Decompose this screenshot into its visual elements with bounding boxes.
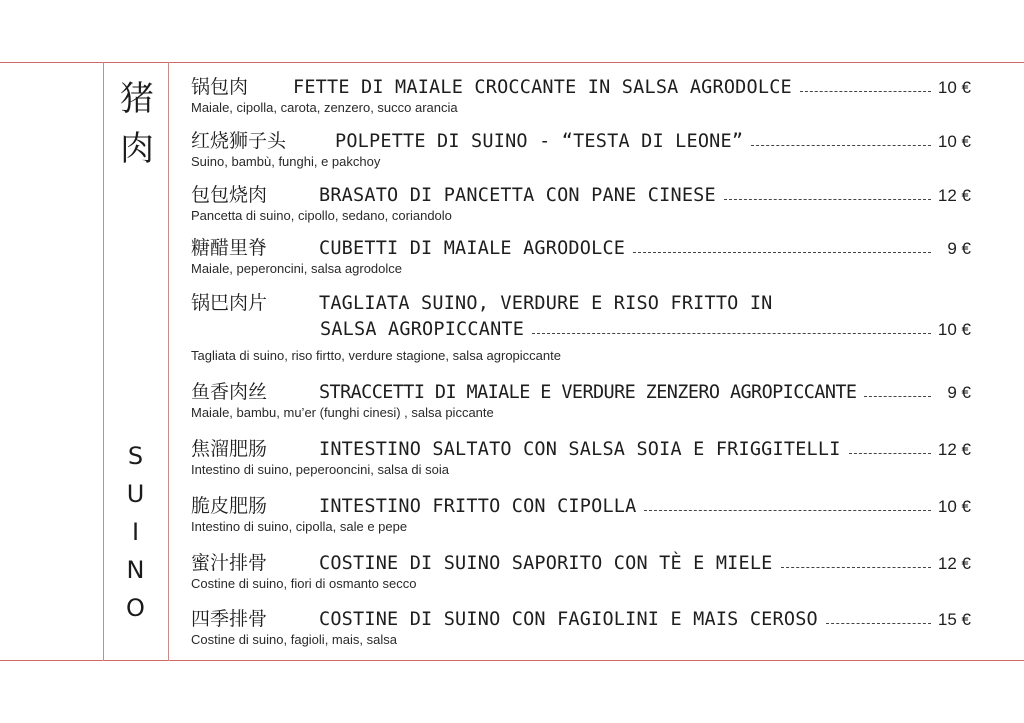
- dotted-leader: [864, 396, 931, 397]
- dish-description: Tagliata di suino, riso firtto, verdure stagione, salsa agropiccante: [191, 348, 561, 363]
- dish-description: Maiale, bambu, mu’er (funghi cinesi) , salsa piccante: [191, 405, 494, 420]
- dish-name-italian: BRASATO DI PANCETTA CON PANE CINESE: [319, 185, 716, 206]
- dish-name-italian: INTESTINO SALTATO CON SALSA SOIA E FRIGGITELLI: [319, 439, 841, 460]
- menu-item-row: [191, 288, 971, 315]
- menu-item: [191, 604, 971, 647]
- top-rule: [0, 62, 1024, 63]
- dish-name-chinese: 四季排骨: [191, 608, 268, 630]
- dotted-leader: [532, 333, 931, 334]
- dish-name-italian: FETTE DI MAIALE CROCCANTE IN SALSA AGRODOLCE: [293, 77, 792, 98]
- dish-name-italian: INTESTINO FRITTO CON CIPOLLA: [319, 496, 637, 517]
- dish-name-italian: CUBETTI DI MAIALE AGRODOLCE: [319, 238, 626, 259]
- dish-price: 10 €: [937, 132, 971, 151]
- section-title-chinese: 猪 肉: [120, 79, 154, 169]
- menu-item-row: [191, 491, 971, 518]
- dish-price: 12 €: [937, 554, 971, 573]
- dish-description: Costine di suino, fiori di osmanto secco: [191, 576, 417, 591]
- dish-name-italian: STRACCETTI DI MAIALE E VERDURE ZENZERO AGROPICCANTE: [319, 382, 857, 403]
- menu-item: [191, 288, 971, 363]
- dish-description: Costine di suino, fagioli, mais, salsa: [191, 632, 397, 647]
- dish-name-italian: POLPETTE DI SUINO - “TESTA DI LEONE”: [335, 131, 744, 152]
- dish-description: Intestino di suino, peperooncini, salsa di soia: [191, 462, 449, 477]
- menu-item: [191, 180, 971, 223]
- dish-price: 9 €: [947, 383, 971, 402]
- dotted-leader: [781, 567, 931, 568]
- dotted-leader: [724, 199, 931, 200]
- dish-name-italian: COSTINE DI SUINO CON FAGIOLINI E MAIS CEROSO: [319, 609, 818, 630]
- dish-name-chinese: 脆皮肥肠: [191, 495, 268, 517]
- section-title-italian: S U I N O: [126, 442, 146, 622]
- dotted-leader: [800, 91, 931, 92]
- menu-item: [191, 491, 971, 534]
- dish-name-chinese: 鱼香肉丝: [191, 381, 268, 403]
- dotted-leader: [849, 453, 931, 454]
- dish-name-chinese: 锅巴肉片: [191, 292, 268, 314]
- dish-name-italian-continued: SALSA AGROPICCANTE: [320, 319, 525, 340]
- menu-item-row-continued: [191, 319, 971, 340]
- menu-item-row: [191, 126, 971, 153]
- left-column-rule: [103, 62, 104, 661]
- dish-name-chinese: 包包烧肉: [191, 184, 268, 206]
- menu-item: [191, 233, 971, 276]
- dish-description: Suino, bambù, funghi, e pakchoy: [191, 154, 381, 169]
- dish-description: Pancetta di suino, cipollo, sedano, coriandolo: [191, 208, 452, 223]
- menu-item: [191, 126, 971, 169]
- menu-item-row: [191, 72, 971, 99]
- dish-price: 10 €: [937, 497, 971, 516]
- dotted-leader: [644, 510, 931, 511]
- dish-price: 15 €: [937, 610, 971, 629]
- menu-item-row: [191, 233, 971, 260]
- dish-name-chinese: 锅包肉: [191, 76, 249, 98]
- menu-item-row: [191, 434, 971, 461]
- menu-item-row: [191, 604, 971, 631]
- dish-name-italian: COSTINE DI SUINO SAPORITO CON TÈ E MIELE: [319, 553, 773, 574]
- dish-price: 10 €: [937, 78, 971, 97]
- dish-price: 9 €: [947, 239, 971, 258]
- dish-description: Maiale, cipolla, carota, zenzero, succo arancia: [191, 100, 458, 115]
- dish-name-chinese: 红烧狮子头: [191, 130, 287, 152]
- dish-price: 12 €: [937, 440, 971, 459]
- menu-item-row: [191, 548, 971, 575]
- dish-price: 10 €: [937, 320, 971, 339]
- menu-item: [191, 72, 971, 115]
- dish-description: Intestino di suino, cipolla, sale e pepe: [191, 519, 408, 534]
- right-column-rule: [168, 62, 169, 661]
- dotted-leader: [826, 623, 931, 624]
- dish-description: Maiale, peperoncini, salsa agrodolce: [191, 261, 403, 276]
- dish-name-chinese: 焦溜肥肠: [191, 438, 268, 460]
- dotted-leader: [751, 145, 931, 146]
- menu-item: [191, 548, 971, 591]
- dish-name-italian: TAGLIATA SUINO, VERDURE E RISO FRITTO IN: [319, 293, 773, 314]
- dish-name-chinese: 蜜汁排骨: [191, 552, 268, 574]
- menu-item-row: [191, 180, 971, 207]
- menu-item: [191, 377, 971, 420]
- menu-item-row: [191, 377, 971, 404]
- dish-price: 12 €: [937, 186, 971, 205]
- dotted-leader: [633, 252, 931, 253]
- bottom-rule: [0, 660, 1024, 661]
- menu-item: [191, 434, 971, 477]
- dish-name-chinese: 糖醋里脊: [191, 237, 268, 259]
